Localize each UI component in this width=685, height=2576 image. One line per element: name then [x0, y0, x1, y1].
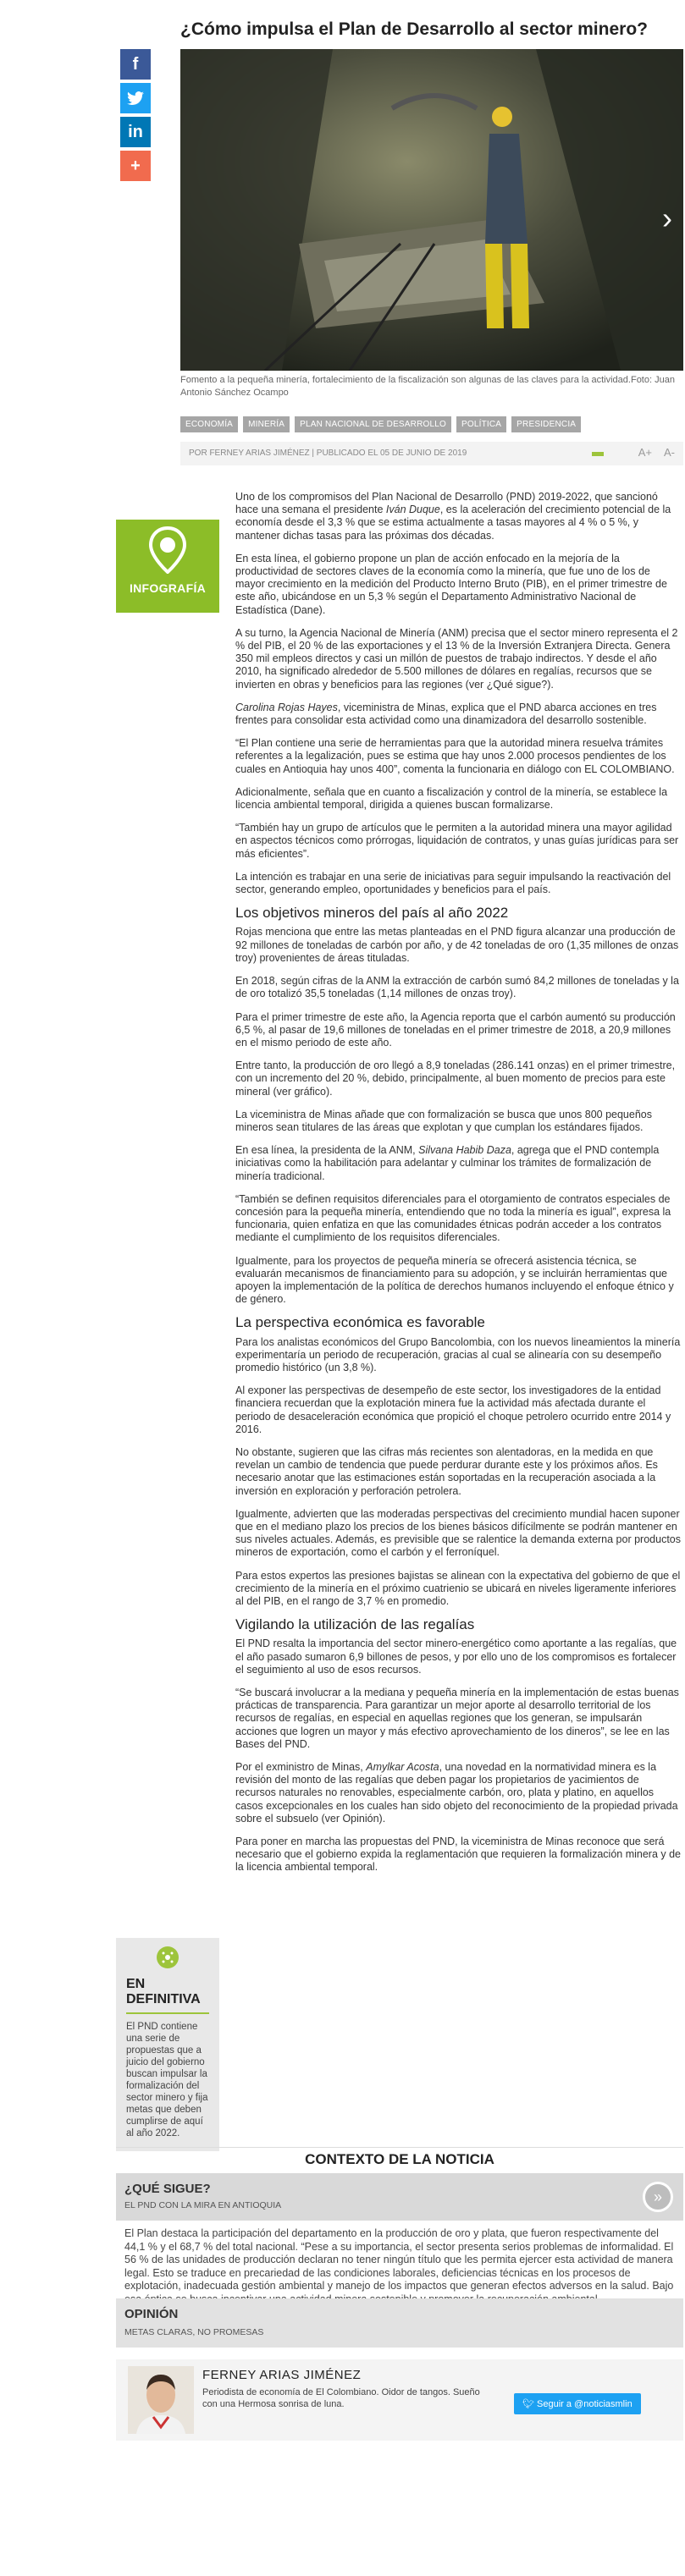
tag-politica[interactable]: POLÍTICA [456, 416, 506, 432]
que-sigue-box[interactable] [116, 2173, 683, 2221]
paragraph: “Se buscará involucrar a la mediana y pequeña minería en la implementación de estas buenas prácticas de transparencia. Para garantizar un mejor aporte al desarrollo territorial de los recursos de regalías, en especial en aquellas regiones que los generan, se impulsarán acciones que logren un mayor y más efectivo aprovechamiento de los dineros”, se lee en las Bases del PND. [235, 1687, 679, 1750]
mine-tunnel-image [180, 49, 683, 371]
que-sigue-subtitle: EL PND CON LA MIRA EN ANTIOQUIA [124, 2200, 282, 2210]
section-heading: La perspectiva económica es favorable [235, 1314, 485, 1331]
paragraph: “También se definen requisitos diferenciales para el otorgamiento de contratos especiales de concesión para la pequeña minería, entendiendo que no toda la minería es igual”, expresa la funcionaria, quien enfatiza en que las comunidades étnicas podrán acceder a los contratos mediante el cumplimiento de los requisitos diferenciales. [235, 1192, 671, 1244]
author-card [116, 2359, 683, 2441]
paragraph: “También hay un grupo de artículos que le permiten a la autoridad minera una mayor agilidad en aspectos técnicos como prórrogas, liquidación de contratos, y unas guías jurídicas para ser más eficientes”. [235, 822, 679, 860]
en-definitiva-heading: EN DEFINITIVA [126, 1977, 201, 2006]
page-title: ¿Cómo impulsa el Plan de Desarrollo al sector minero? [180, 19, 648, 39]
twitter-icon: 🐦︎ [522, 2399, 538, 2409]
section-heading: Vigilando la utilización de las regalías [235, 1616, 475, 1633]
facebook-share-button[interactable]: f [120, 49, 151, 80]
tag-presidencia[interactable]: PRESIDENCIA [511, 416, 581, 432]
paragraph: En esta línea, el gobierno propone un plan de acción enfocado en la mejoría de la productividad de sectores claves de la economía como la minería, que fue uno de los de mayor crecimiento en la medición del Producto Interno Bruto (PIB), en el primer trimestre de este año, ubicándose en un 5,3 % según el Departamento Administrativo Nacional de Estadística (Dane). [235, 552, 667, 616]
paragraph: Carolina Rojas Hayes, viceministra de Minas, explica que el PND abarca acciones en tres frentes para consolidar esta actividad como una dinamizadora del desarrollo sostenible. [235, 701, 657, 727]
en-definitiva-text: El PND contiene una serie de propuestas que a juicio del gobierno buscan impulsar la formalización del sector minero y fija metas que deben cumplirse de aquí al año 2022. [126, 2022, 208, 2138]
opinion-heading: OPINIÓN [124, 2307, 179, 2321]
paragraph: Uno de los compromisos del Plan Nacional de Desarrollo (PND) 2019-2022, que sancionó hace una semana el presidente Iván Duque, es la aceleración del crecimiento potencial de la economía desde el 3,3 % que se estima actualmente a tasas mayores al 4 % o 5 %, y mantener dichas tasas para las próximas dos décadas. [235, 491, 671, 542]
paragraph: Adicionalmente, señala que en cuanto a fiscalización y control de la minería, se establece la licencia ambiental temporal, dirigida a quienes buscan formalizarse. [235, 785, 668, 812]
paragraph: Para estos expertos las presiones bajistas se alinean con la expectativa del gobierno de que el crecimiento de la minería en el próximo cuatrienio se ubicará en niveles ligeramente inferiores al del PIB, en el rango de 3,7 % en promedio. [235, 1569, 681, 1608]
paragraph: A su turno, la Agencia Nacional de Minería (ANM) precisa que el sector minero representa el 2 % del PIB, el 20 % de las exportaciones y el 13 % de la Inversión Extranjera Directa. Genera 350 mil empleos directos y casi un millón de puestos de trabajo indirectos. Y desde el año 2010, ha significado alrededor de 5.500 millones de dólares en regalías, recursos que se invierten en obras y beneficios para las regiones (ver ¿Qué sigue?). [235, 626, 678, 691]
opinion-box[interactable] [116, 2298, 683, 2348]
author-name[interactable]: FERNEY ARIAS JIMÉNEZ [202, 2368, 362, 2382]
paragraph: Para el primer trimestre de este año, la Agencia reporta que el carbón aumentó su producción 6,5 %, al pasar de 19,6 millones de toneladas en el primer trimestre de 2018, a 20,9 millones en el mismo periodo de este año. [235, 1010, 676, 1049]
paragraph: En esa línea, la presidenta de la ANM, Silvana Habib Daza, agrega que el PND contempla iniciativas como la habilitación para adelantar y culminar los trámites de formalización de minería tradicional. [235, 1144, 660, 1182]
comment-indicator[interactable] [592, 452, 604, 456]
share-bar [120, 49, 151, 184]
paragraph: La viceministra de Minas añade que con formalización se busca que unos 800 pequeños mineros sean titulares de las áreas que explotan y que cumplan los estándares fijados. [235, 1108, 652, 1133]
tag-economia[interactable]: ECONOMÍA [180, 416, 238, 432]
infografia-label: INFOGRAFÍA [129, 581, 207, 595]
more-share-button[interactable]: + [120, 151, 151, 181]
paragraph: “El Plan contiene una serie de herramientas para que la autoridad minera resuelva trámites referentes a la legalización, pues se estima que hay unos 2.000 procesos pendientes de los cuales en Antioquia hay unos 400”, comenta la funcionaria en diálogo con EL COLOMBIANO. [235, 737, 675, 775]
map-pin-icon [149, 526, 186, 574]
paragraph: Igualmente, advierten que las moderadas perspectivas del crecimiento mundial hacen suponer que en el mediano plazo los precios de los bienes básicos difícilmente se podrán mantener en sus niveles actuales. Además, es previsible que se ralentice la demanda externa por productos mineros de exportación, como el carbón y el ferroníquel. [235, 1507, 681, 1559]
font-size-controls [638, 446, 675, 459]
infografia-button[interactable] [116, 520, 219, 613]
tag-plan-nacional[interactable]: PLAN NACIONAL DE DESARROLLO [295, 416, 451, 432]
paragraph: No obstante, sugieren que las cifras más recientes son alentadoras, en la medida en que revelan un cambio de tendencia que puede perdurar durante este y los próximos años. Es necesario anotar que las estimaciones están soportadas en la recuperación asociada a la inversión en exploración y perforación petrolera. [235, 1445, 658, 1497]
paragraph: Para los analistas económicos del Grupo Bancolombia, con los nuevos lineamientos la minería experimentaría un periodo de recuperación, gracias al cual se alinearía con su desempeño promedio histórico (un 3,8 %). [235, 1335, 681, 1373]
context-title: CONTEXTO DE LA NOTICIA [295, 2151, 505, 2168]
en-definitiva-box [116, 1938, 219, 2151]
linkedin-share-button[interactable]: in [120, 117, 151, 147]
paragraph: El PND resalta la importancia del sector minero-energético como aportante a las regalías, que el año pasado sumaron 6,9 billones de pesos, y por ello uno de los compromisos es fortalecer el seguimiento al uso de esos recursos. [235, 1638, 677, 1676]
twitter-follow-button[interactable] [514, 2393, 641, 2414]
twitter-share-button[interactable] [120, 83, 151, 113]
paragraph: Por el exministro de Minas, Amylkar Acosta, una novedad en la normatividad minera es la revisión del monto de las regalías que deben pagar los propietarios de yacimientos de recursos naturales no renovables, especialmente carbón, oro, plata y platino, en aquellos casos excepcionales en los cuales han sido objeto del reconocimiento de la propiedad privada sobre el subsuelo (ver Opinión). [235, 1761, 678, 1825]
byline-bar [180, 442, 683, 465]
paragraph: Entre tanto, la producción de oro llegó a 8,9 toneladas (286.141 onzas) en el primer trimestre, con un incremento del 20 %, debido, principalmente, al buen momento de precios para este mineral (ver gráfico). [235, 1060, 676, 1098]
paragraph: Al exponer las perspectivas de desempeño de este sector, los investigadores de la entidad financiera recuerdan que la explotación minera fue la actividad más afectada durante el periodo de desaceleración económica que propició el choque petrolero ocurrido entre 2014 y 2016. [235, 1384, 671, 1435]
font-increase-button[interactable]: A+ [638, 446, 652, 459]
article-body [235, 491, 681, 1885]
que-sigue-heading: ¿QUÉ SIGUE? [124, 2182, 211, 2196]
que-sigue-text: El Plan destaca la participación del departamento en la producción de oro y plata, que fueron respectivamente del 44,1 % y el 68,7 % del total nacional. “Pese a su importancia, el sector presenta serios problemas de informalidad. El 56 % de las unidades de producción declaran no tener ningún título que les permita ejercer esta actividad de manera legal. Esto se traduce en precariedad de las condiciones laborales, deficiencias técnicas en los procesos de explotación, inadecuada gestión ambiental y manejo de los impactos que generan efectos adversos en la salud. Bajo [124, 2227, 674, 2292]
summary-icon [157, 1946, 179, 1968]
hero-photo [180, 49, 683, 371]
tag-mineria[interactable]: MINERÍA [243, 416, 290, 432]
divider [126, 2012, 209, 2014]
paragraph: Igualmente, para los proyectos de pequeña minería se ofrecerá asistencia técnica, se evaluarán mecanismos de financiamiento para su adopción, y se incluirán herramientas que apoyen la implementación de la política de derechos humanos incluyendo el enfoque étnico y de género. [235, 1254, 674, 1306]
que-sigue-next-button[interactable]: » [643, 2182, 673, 2212]
tag-list [180, 416, 581, 432]
font-decrease-button[interactable]: A- [664, 446, 675, 459]
paragraph: Rojas menciona que entre las metas planteadas en el PND figura alcanzar una producción de 92 millones de toneladas de carbón por año, y de 42 toneladas de oro (1,35 millones de onzas troy) provenientes de áreas tituladas. [235, 926, 679, 964]
context-header [116, 2147, 683, 2167]
opinion-subtitle: METAS CLARAS, NO PROMESAS [124, 2327, 264, 2337]
section-heading: Los objetivos mineros del país al año 2022 [235, 905, 509, 922]
twitter-bird-icon [127, 91, 144, 105]
avatar [128, 2366, 194, 2434]
paragraph: Para poner en marcha las propuestas del PND, la viceministra de Minas reconoce que será necesario que el gobierno expida la reglamentación que requieren la formalización minera y de la licencia ambiental temporal. [235, 1836, 682, 1874]
gallery-next-button[interactable]: › [662, 201, 672, 235]
paragraph: La intención es trabajar en una serie de iniciativas para seguir impulsando la reactivación del sector, generando empleo, oportunidades y beneficios para el país. [235, 870, 671, 896]
byline: POR FERNEY ARIAS JIMÉNEZ | PUBLICADO EL 05 DE JUNIO DE 2019 [189, 449, 467, 458]
author-bio: Periodista de economía de El Colombiano. Oidor de tangos. Sueño con una Hermosa sonrisa de luna. [202, 2387, 480, 2409]
follow-label: Seguir a @noticiasmlin [537, 2399, 633, 2409]
paragraph: En 2018, según cifras de la ANM la extracción de carbón sumó 84,2 millones de toneladas y la de oro totalizó 35,5 toneladas (1,14 millones de onzas troy). [235, 975, 679, 1000]
photo-caption: Fomento a la pequeña minería, fortalecimiento de la fiscalización son algunas de las claves para la actividad.Foto: Juan Antonio Sánchez Ocampo [180, 375, 675, 398]
